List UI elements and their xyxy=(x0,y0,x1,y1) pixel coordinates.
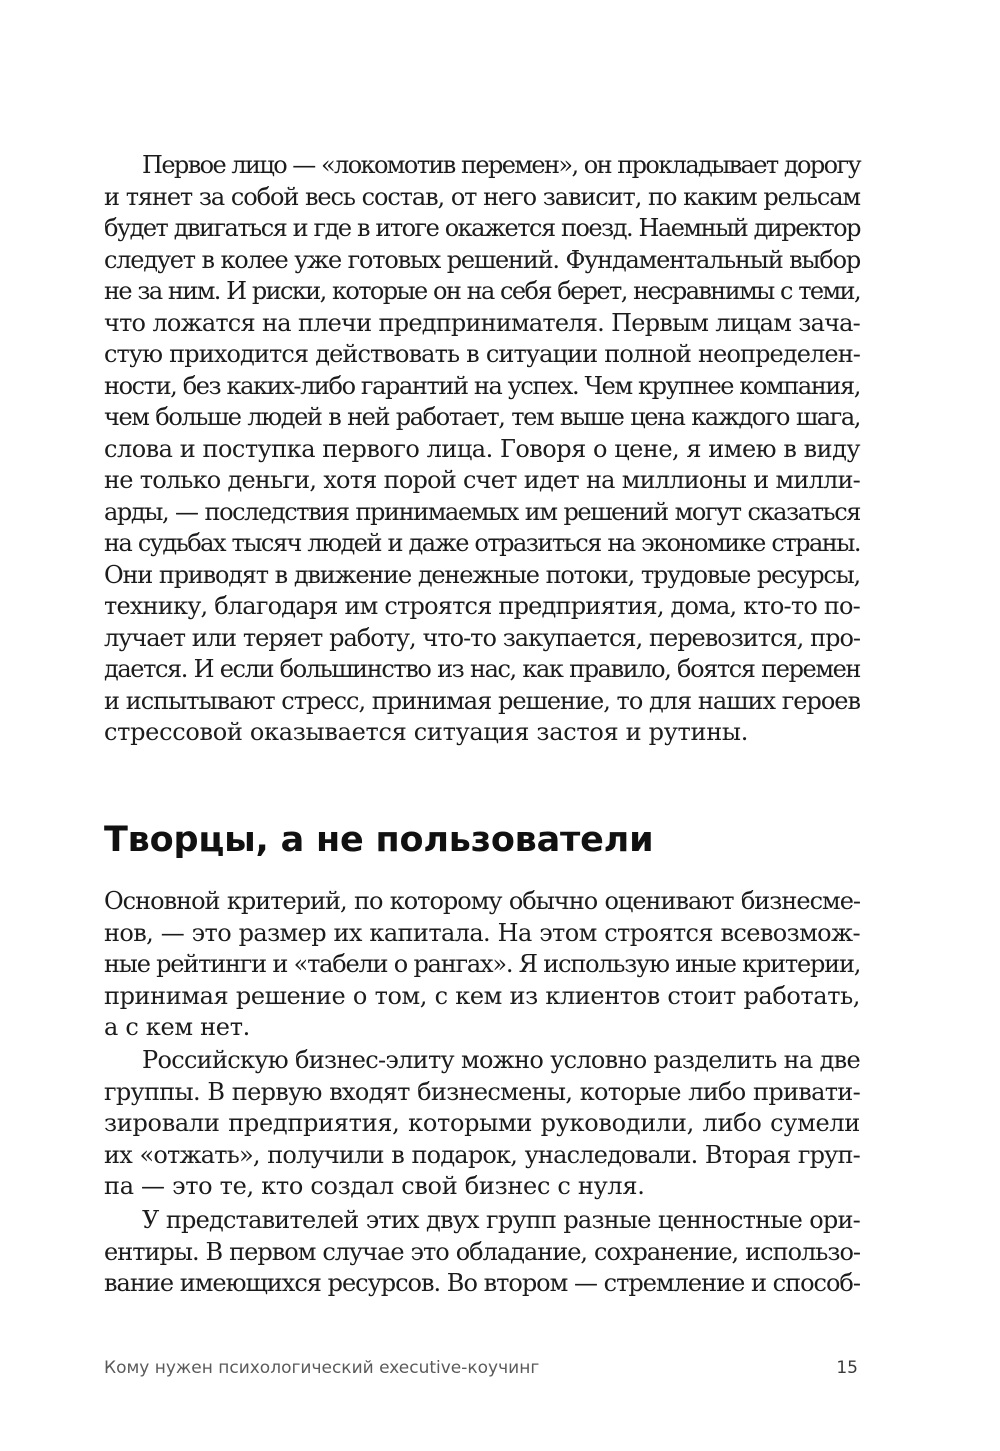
text-line: группы. В первую входят бизнесмены, которые либо привати- xyxy=(104,1077,860,1106)
paragraph-1 xyxy=(104,150,860,749)
text-line: дается. И если большинство из нас, как правило, боятся перемен xyxy=(104,655,860,683)
text-line: их «отжать», получили в подарок, унаследовали. Вторая груп- xyxy=(104,1140,860,1169)
text-line: не за ним. И риски, которые он на себя берет, несравнимы с теми, xyxy=(104,277,860,305)
text-line: па — это те, кто создал свой бизнес с нуля. xyxy=(104,1172,645,1200)
text-line: стрессовой оказывается ситуация застоя и рутины. xyxy=(104,718,749,746)
section-heading: Творцы, а не пользователи xyxy=(104,820,654,860)
running-footer-title: Кому нужен психологический executive-коучинг xyxy=(104,1358,540,1378)
text-line: арды, — последствия принимаемых им решений могут сказаться xyxy=(104,497,860,526)
text-line: не только деньги, хотя порой счет идет на миллионы и милли- xyxy=(104,466,860,494)
text-line: будет двигаться и где в итоге окажется поезд. Наемный директор xyxy=(104,214,860,242)
text-line: Первое лицо — «локомотив перемен», он прокладывает дорогу xyxy=(142,151,860,179)
page-number: 15 xyxy=(836,1358,858,1378)
text-line: принимая решение о том, с кем из клиентов стоит работать, xyxy=(104,981,860,1010)
text-line: ентиры. В первом случае это обладание, сохранение, использо- xyxy=(104,1237,860,1266)
text-line: вание имеющихся ресурсов. Во втором — стремление и способ- xyxy=(104,1269,860,1297)
text-line: следует в колее уже готовых решений. Фундаментальный выбор xyxy=(104,245,860,274)
text-line: и тянет за собой весь состав, от него зависит, по каким рельсам xyxy=(104,182,860,211)
paragraph-2 xyxy=(104,886,860,1044)
text-line: стую приходится действовать в ситуации полной неопределен- xyxy=(104,340,860,368)
paragraph-3 xyxy=(104,1045,860,1203)
text-line: Основной критерий, по которому обычно оценивают бизнесме- xyxy=(104,887,860,915)
text-line: ности, без каких-либо гарантий на успех. Чем крупнее компания, xyxy=(104,371,860,400)
text-line: зировали предприятия, которыми руководили, либо сумели xyxy=(104,1109,860,1137)
text-line: и испытывают стресс, принимая решение, то для наших героев xyxy=(104,686,860,715)
text-line: лучает или теряет работу, что-то закупается, перевозится, про- xyxy=(104,623,860,652)
text-line: Они приводят в движение денежные потоки, трудовые ресурсы, xyxy=(104,560,860,589)
text-line: Российскую бизнес-элиту можно условно разделить на две xyxy=(142,1046,860,1074)
text-line: на судьбах тысяч людей и даже отразиться на экономике страны. xyxy=(104,529,860,557)
text-line: технику, благодаря им строятся предприятия, дома, кто-то по- xyxy=(104,592,860,620)
text-line: а с кем нет. xyxy=(104,1013,251,1041)
text-line: У представителей этих двух групп разные ценностные ори- xyxy=(142,1206,860,1234)
text-line: что ложатся на плечи предпринимателя. Первым лицам зача- xyxy=(104,308,860,337)
paragraph-4 xyxy=(104,1205,860,1300)
text-line: нов, — это размер их капитала. На этом строятся всевозмож- xyxy=(104,918,860,947)
text-line: слова и поступка первого лица. Говоря о цене, я имею в виду xyxy=(104,434,860,463)
text-line: чем больше людей в ней работает, тем выше цена каждого шага, xyxy=(104,403,860,431)
text-line: ные рейтинги и «табели о рангах». Я использую иные критерии, xyxy=(104,950,861,978)
